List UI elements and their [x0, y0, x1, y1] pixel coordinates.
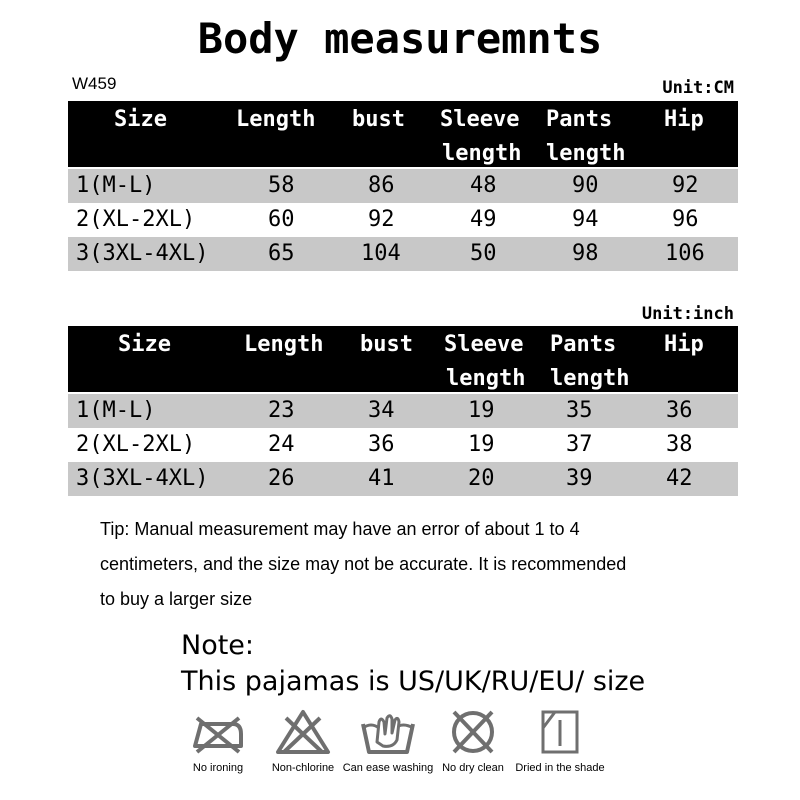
cell-size: 3(3XL-4XL): [76, 241, 209, 266]
header-sleeve: Sleeve: [444, 332, 524, 357]
table-row: [68, 428, 738, 462]
dry-in-shade-icon: [529, 706, 591, 756]
header-length: Length: [244, 332, 324, 357]
header-hip: Hip: [664, 107, 704, 132]
unit-label-cm: Unit:CM: [662, 78, 734, 98]
header-sleeve: Sleeve: [440, 107, 520, 132]
header-hip: Hip: [664, 332, 704, 357]
cell-sleeve-length: 50: [470, 241, 497, 266]
table-row: [68, 169, 738, 203]
table-row: [68, 237, 738, 271]
cell-hip: 42: [666, 466, 693, 491]
cell-sleeve-length: 20: [468, 466, 495, 491]
care-label: No ironing: [192, 762, 244, 774]
cell-bust: 86: [368, 173, 395, 198]
hand-wash-icon: [357, 706, 419, 756]
care-label: Non-chlorine: [271, 762, 335, 774]
header-pants: Pants: [550, 332, 617, 357]
cell-size: 1(M-L): [76, 398, 156, 423]
unit-label-inch: Unit:inch: [641, 304, 734, 324]
cell-length: 23: [268, 398, 295, 423]
table-header: [68, 101, 738, 167]
tip-line: centimeters, and the size may not be accurate. It is recommended: [100, 554, 627, 574]
header-length: Length: [236, 107, 316, 132]
cell-bust: 41: [368, 466, 395, 491]
tip-line: Tip: Manual measurement may have an error of about 1 to 4: [100, 519, 580, 539]
cell-pants-length: 98: [572, 241, 599, 266]
cell-sleeve-length: 49: [470, 207, 497, 232]
no-ironing-icon: [187, 706, 249, 756]
note-text: This pajamas is US/UK/RU/EU/ size: [181, 666, 646, 697]
cell-hip: 96: [672, 207, 699, 232]
cell-pants-length: 90: [572, 173, 599, 198]
no-dry-clean-icon: [442, 706, 504, 756]
cell-bust: 34: [368, 398, 395, 423]
table-row: [68, 203, 738, 237]
cell-length: 26: [268, 466, 295, 491]
cell-bust: 36: [368, 432, 395, 457]
header-pants-length: length: [550, 366, 630, 391]
cell-pants-length: 39: [566, 466, 593, 491]
note-heading: Note:: [181, 630, 255, 661]
care-label: No dry clean: [442, 762, 504, 774]
header-pants-length: length: [546, 141, 626, 166]
cell-pants-length: 94: [572, 207, 599, 232]
cell-hip: 38: [666, 432, 693, 457]
table-row: [68, 462, 738, 496]
cell-length: 24: [268, 432, 295, 457]
cell-size: 1(M-L): [76, 173, 156, 198]
cell-length: 65: [268, 241, 295, 266]
table-row: [68, 394, 738, 428]
cell-hip: 106: [665, 241, 705, 266]
header-bust: bust: [352, 107, 405, 132]
tip-line: to buy a larger size: [100, 589, 253, 609]
size-table-inch: [68, 326, 738, 494]
cell-size: 2(XL-2XL): [76, 432, 196, 457]
care-label: Dried in the shade: [515, 762, 605, 774]
measurement-tip: [100, 512, 720, 617]
header-pants: Pants: [546, 107, 613, 132]
care-label: Can ease washing: [342, 762, 434, 774]
cell-pants-length: 35: [566, 398, 593, 423]
page-title: Body measuremnts: [197, 14, 603, 63]
non-chlorine-icon: [272, 706, 334, 756]
table-header: [68, 326, 738, 392]
care-item-dry-in-shade: [505, 706, 615, 774]
header-bust: bust: [360, 332, 413, 357]
header-size: Size: [118, 332, 171, 357]
cell-bust: 92: [368, 207, 395, 232]
header-size: Size: [114, 107, 167, 132]
size-table-cm: [68, 101, 738, 269]
cell-size: 3(3XL-4XL): [76, 466, 209, 491]
cell-bust: 104: [361, 241, 401, 266]
product-code: W459: [72, 74, 117, 93]
size-note: [181, 628, 645, 700]
cell-hip: 36: [666, 398, 693, 423]
cell-sleeve-length: 19: [468, 432, 495, 457]
cell-size: 2(XL-2XL): [76, 207, 196, 232]
cell-hip: 92: [672, 173, 699, 198]
cell-length: 60: [268, 207, 295, 232]
header-sleeve-length: length: [442, 141, 522, 166]
cell-sleeve-length: 19: [468, 398, 495, 423]
cell-sleeve-length: 48: [470, 173, 497, 198]
cell-length: 58: [268, 173, 295, 198]
cell-pants-length: 37: [566, 432, 593, 457]
header-sleeve-length: length: [446, 366, 526, 391]
